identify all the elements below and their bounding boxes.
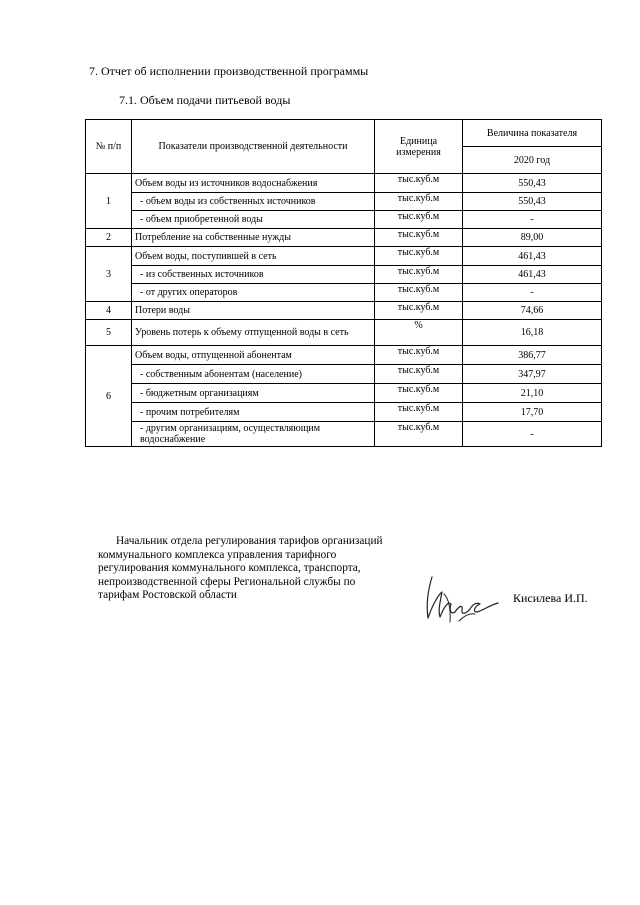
table-row — [86, 193, 602, 211]
row-value: 550,43 — [463, 174, 602, 193]
table-row — [86, 174, 602, 193]
row-value: 74,66 — [463, 302, 602, 320]
row-unit: тыс.куб.м — [375, 422, 463, 447]
row-unit: тыс.куб.м — [375, 247, 463, 266]
row-unit: тыс.куб.м — [375, 384, 463, 403]
row-value: 550,43 — [463, 193, 602, 211]
row-indicator: - прочим потребителям — [132, 403, 375, 422]
row-value: 89,00 — [463, 229, 602, 247]
row-number: 6 — [86, 346, 132, 447]
table-row — [86, 266, 602, 284]
table-row — [86, 320, 602, 346]
row-indicator: - объем приобретенной воды — [132, 211, 375, 229]
row-value: - — [463, 284, 602, 302]
row-unit: тыс.куб.м — [375, 302, 463, 320]
row-value: - — [463, 211, 602, 229]
row-indicator: - из собственных источников — [132, 266, 375, 284]
row-value: 461,43 — [463, 247, 602, 266]
header-number: № п/п — [86, 120, 132, 174]
handwritten-signature — [418, 568, 500, 626]
header-value: Величина показателя — [463, 120, 602, 147]
signer-position-line: Начальник отдела регулирования тарифов организаций — [116, 535, 383, 547]
row-number: 1 — [86, 174, 132, 229]
table-row — [86, 302, 602, 320]
row-value: 461,43 — [463, 266, 602, 284]
row-unit: тыс.куб.м — [375, 365, 463, 384]
header-indicator: Показатели производственной деятельности — [132, 120, 375, 174]
row-indicator: Потребление на собственные нужды — [132, 229, 375, 247]
subsection-title: 7.1. Объем подачи питьевой воды — [119, 93, 291, 107]
signer-name: Кисилева И.П. — [513, 591, 588, 605]
water-supply-table — [85, 119, 602, 447]
table-row — [86, 229, 602, 247]
row-indicator: Потери воды — [132, 302, 375, 320]
row-indicator: Объем воды из источников водоснабжения — [132, 174, 375, 193]
row-indicator: - бюджетным организациям — [132, 384, 375, 403]
table-row — [86, 384, 602, 403]
table-row — [86, 284, 602, 302]
section-title: 7. Отчет об исполнении производственной программы — [89, 64, 369, 78]
signer-position-line: коммунального комплекса управления тарифного — [98, 548, 337, 561]
table-row — [86, 365, 602, 384]
row-indicator: Уровень потерь к объему отпущенной воды в сеть — [132, 320, 375, 346]
header-year: 2020 год — [463, 147, 602, 174]
row-unit: тыс.куб.м — [375, 211, 463, 229]
table-body — [86, 174, 602, 447]
row-value: 21,10 — [463, 384, 602, 403]
row-value: 386,77 — [463, 346, 602, 365]
table-row — [86, 422, 602, 447]
row-unit: тыс.куб.м — [375, 403, 463, 422]
row-indicator: Объем воды, поступившей в сеть — [132, 247, 375, 266]
table-row — [86, 403, 602, 422]
row-number: 4 — [86, 302, 132, 320]
row-number: 5 — [86, 320, 132, 346]
row-value: - — [463, 422, 602, 447]
row-number: 2 — [86, 229, 132, 247]
row-value: 16,18 — [463, 320, 602, 346]
row-indicator: - объем воды из собственных источников — [132, 193, 375, 211]
row-value: 17,70 — [463, 403, 602, 422]
row-value: 347,97 — [463, 365, 602, 384]
row-unit: тыс.куб.м — [375, 266, 463, 284]
signer-position-line: регулирования коммунального комплекса, транспорта, — [98, 562, 361, 574]
row-unit: тыс.куб.м — [375, 174, 463, 193]
row-indicator: Объем воды, отпущенной абонентам — [132, 346, 375, 365]
table-row — [86, 211, 602, 229]
signature-block — [98, 535, 418, 603]
row-indicator: - от других операторов — [132, 284, 375, 302]
row-unit: тыс.куб.м — [375, 193, 463, 211]
row-indicator: - другим организациям, осуществляющим водоснабжение — [132, 422, 375, 447]
row-unit: тыс.куб.м — [375, 284, 463, 302]
row-unit: % — [375, 320, 463, 346]
row-number: 3 — [86, 247, 132, 302]
table-row — [86, 247, 602, 266]
table-row — [86, 346, 602, 365]
row-unit: тыс.куб.м — [375, 229, 463, 247]
row-unit: тыс.куб.м — [375, 346, 463, 365]
row-indicator: - собственным абонентам (население) — [132, 365, 375, 384]
signer-position-line: непроизводственной сферы Региональной службы по — [98, 575, 356, 588]
signer-position-line: тарифам Ростовской области — [98, 589, 237, 601]
header-unit: Единица измерения — [375, 120, 463, 174]
